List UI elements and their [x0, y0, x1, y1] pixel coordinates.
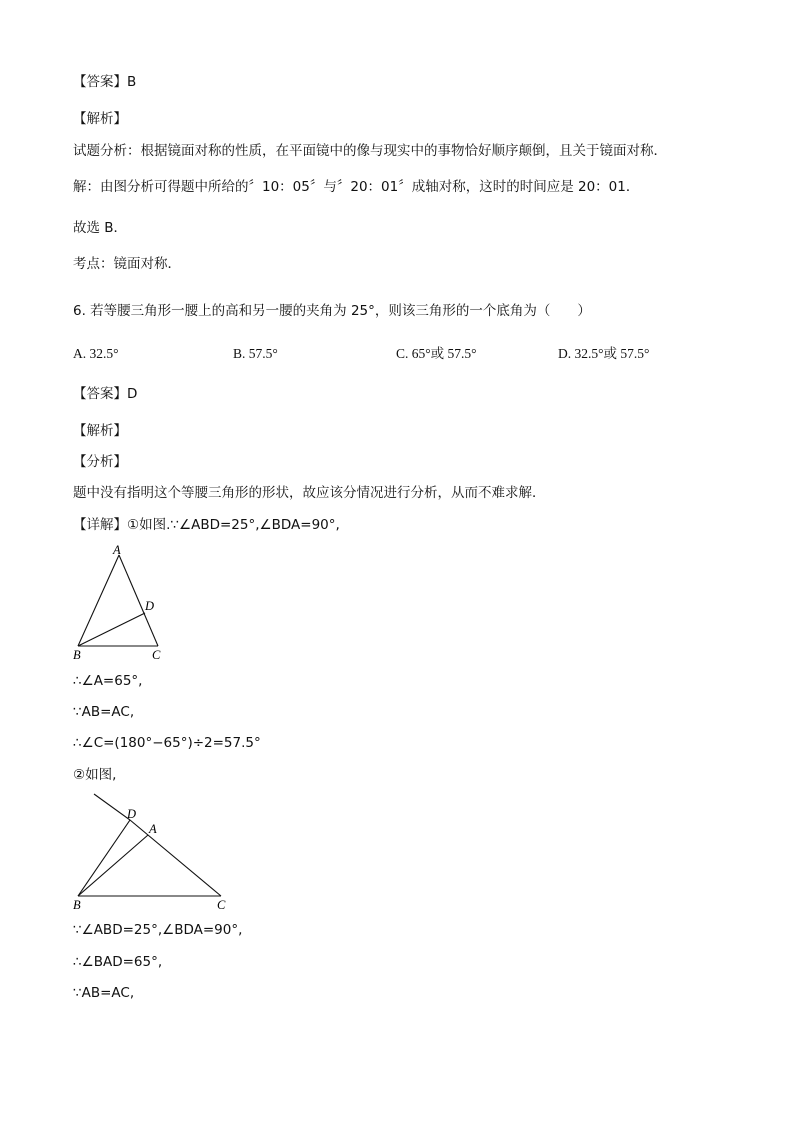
figure-2-obtuse-triangle	[65, 790, 235, 916]
q6-option-c: C. 65°或 57.5°	[396, 346, 477, 361]
fig1-label-d: D	[145, 599, 155, 613]
q6-case-2: ②如图,	[73, 767, 117, 783]
q6-step-1b: ∵AB=AC,	[73, 704, 135, 720]
q6-answer: 【答案】D	[73, 386, 138, 402]
q6-step-2a: ∵∠ABD=25°,∠BDA=90°,	[73, 922, 243, 938]
fig2-side-ac	[130, 820, 221, 896]
fig1-label-b: B	[73, 648, 81, 662]
q5-kaodian: 考点：镜面对称．	[73, 256, 181, 272]
figure-1-acute-triangle	[65, 540, 175, 666]
q6-option-a: A. 32.5°	[73, 346, 119, 361]
q6-fenxi-header: 【分析】	[73, 454, 127, 470]
q5-solution: 解：由图分析可得题中所给的〞10：05〞与〞20：01〞成轴对称，这时的时间应是 20：01．	[73, 179, 640, 195]
q6-fenxi-text: 题中没有指明这个等腰三角形的形状，故应该分情况进行分析，从而不难求解．	[73, 485, 546, 501]
fig1-label-c: C	[152, 648, 161, 662]
fig1-side-ab	[78, 555, 119, 646]
fig2-label-c: C	[217, 898, 226, 912]
fig2-label-a: A	[149, 822, 157, 836]
q6-analysis-header: 【解析】	[73, 423, 127, 439]
fig2-label-d: D	[127, 807, 137, 821]
q6-option-d: D. 32.5°或 57.5°	[558, 346, 650, 361]
q6-step-1c: ∴∠C=(180°−65°)÷2=57.5°	[73, 735, 261, 751]
fig2-label-b: B	[73, 898, 81, 912]
q6-step-1a: ∴∠A=65°,	[73, 673, 143, 689]
q6-question: 6. 若等腰三角形一腰上的高和另一腰的夹角为 25°，则该三角形的一个底角为（ ）	[73, 303, 591, 319]
q6-step-2c: ∵AB=AC,	[73, 985, 135, 1001]
q6-detail-1: 【详解】①如图.∵∠ABD=25°,∠BDA=90°,	[73, 517, 340, 533]
q5-answer: 【答案】B	[73, 74, 137, 90]
q6-step-2b: ∴∠BAD=65°,	[73, 954, 163, 970]
fig1-altitude-bd	[78, 613, 145, 646]
fig1-label-a: A	[113, 543, 121, 557]
fig2-extension-line	[94, 794, 130, 820]
q5-analysis-header: 【解析】	[73, 111, 127, 127]
q5-analysis-text: 试题分析：根据镜面对称的性质，在平面镜中的像与现实中的事物恰好顺序颠倒，且关于镜面对称．	[73, 143, 667, 159]
q6-option-b: B. 57.5°	[233, 346, 278, 361]
q5-choose: 故选 B．	[73, 220, 128, 236]
